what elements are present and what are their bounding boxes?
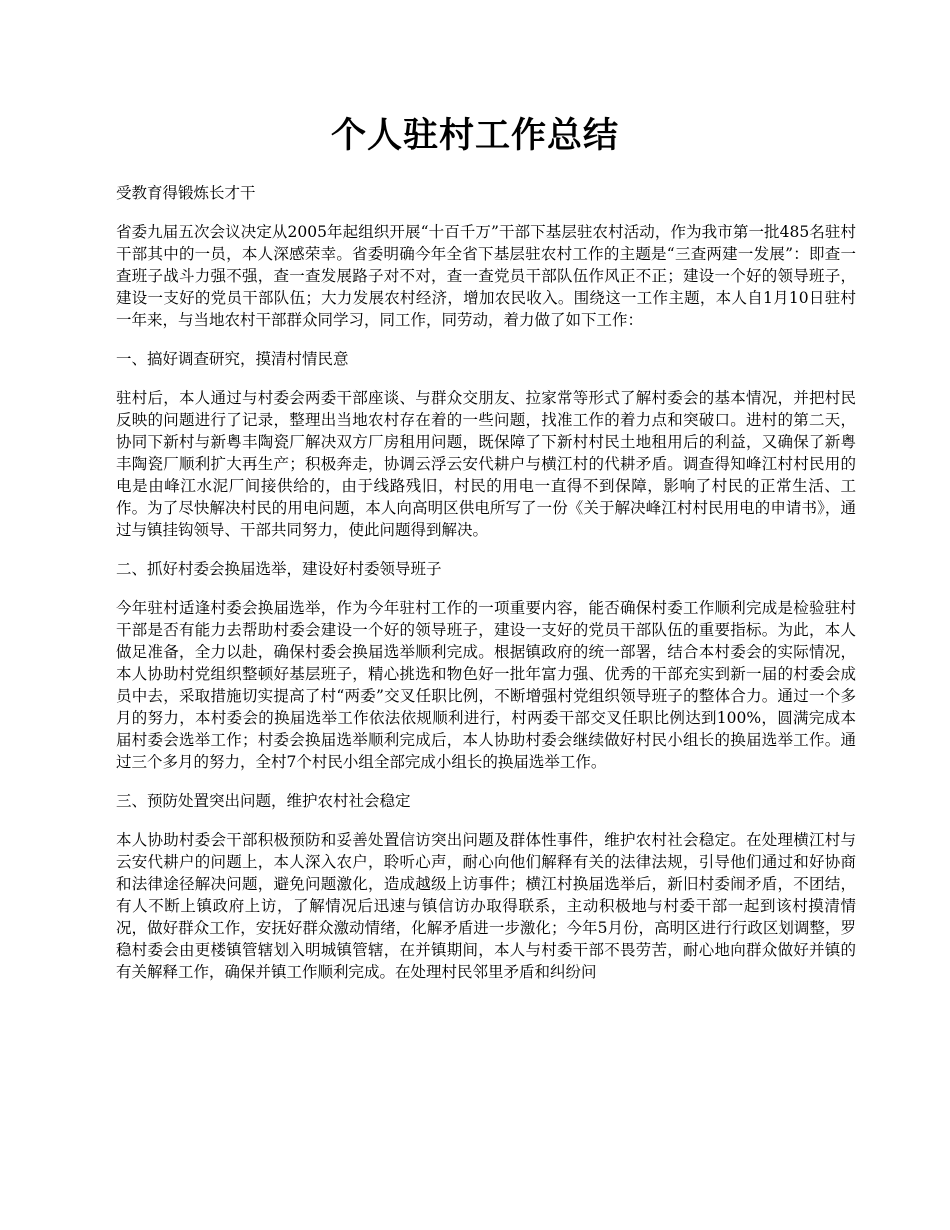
intro-paragraph: 省委九届五次会议决定从2005年起组织开展“十百千万”干部下基层驻农村活动，作为我市第一批485名驻村干部其中的一员，本人深感荣幸。省委明确今年全省下基层驻农村工作的主题是“三查两建一发展”：即查一查班子战斗力强不强，查一查发展路子对不对，查一查党员干部队伍作风正不正；建设一个好的领导班子，建设一支好的党员干部队伍；大力发展农村经济，增加农民收入。围绕这一工作主题，本人自1月10日驻村一年来，与当地农村干部群众同学习，同工作，同劳动，着力做了如下工作：: [116, 223, 856, 329]
section-paragraph-2: 今年驻村适逢村委会换届选举，作为今年驻村工作的一项重要内容，能否确保村委工作顺利完成是检验驻村干部是否有能力去帮助村委会建设一个好的领导班子，建设一支好的党员干部队伍的重要指标。为此，本人做足准备，全力以赴，确保村委会换届选举顺利完成。根据镇政府的统一部署，结合本村委会的实际情况，本人协助村党组织整顿好基层班子，精心挑选和物色好一批年富力强、优秀的干部充实到新一届的村委会成员中去，采取措施切实提高了村“两委”交叉任职比例，不断增强村党组织领导班子的整体合力。通过一个多月的努力，本村委会的换届选举工作依法依规顺利进行，村两委干部交叉任职比例达到100%，圆满完成本届村委会选举工作；村委会换届选举顺利完成后，本人协助村委会继续做好村民小组长的换届选举工作。通过三个多月的努力，全村7个村民小组全部完成小组长的换届选举工作。: [116, 599, 856, 771]
section-paragraph-1: 驻村后，本人通过与村委会两委干部座谈、与群众交朋友、拉家常等形式了解村委会的基本情况，并把村民反映的问题进行了记录，整理出当地农村存在着的一些问题，找准工作的着力点和突破口。进村的第二天，协同下新村与新粤丰陶瓷厂解决双方厂房租用问题，既保障了下新村村民土地租用后的利益，又确保了新粤丰陶瓷厂顺利扩大再生产；积极奔走，协调云浮云安代耕户与横江村的代耕矛盾。调查得知峰江村村民用的电是由峰江水泥厂间接供给的，由于线路残旧，村民的用电一直得不到保障，影响了村民的正常生活、工作。为了尽快解决村民的用电问题，本人向高明区供电所写了一份《关于解决峰江村村民用电的申请书》，通过与镇挂钩领导、干部共同努力，使此问题得到解决。: [116, 389, 856, 539]
section-paragraph-3: 本人协助村委会干部积极预防和妥善处置信访突出问题及群体性事件，维护农村社会稳定。在处理横江村与云安代耕户的问题上，本人深入农户，聆听心声，耐心向他们解释有关的法律法规，引导他们通过和好协商和法律途径解决问题，避免问题激化，造成越级上访事件；横江村换届选举后，新旧村委闹矛盾，不团结，有人不断上镇政府上访，了解情况后迅速与镇信访办取得联系，主动积极地与村委干部一起到该村摸清情况，做好群众工作，安抚好群众激动情绪，化解矛盾进一步激化；今年5月份，高明区进行行政区划调整，罗稳村委会由更楼镇管辖划入明城镇管辖，在并镇期间，本人与村委干部不畏劳苦，耐心地向群众做好并镇的有关解释工作，确保并镇工作顺利完成。在处理村民邻里矛盾和纠纷问: [116, 831, 856, 981]
document-subtitle: 受教育得锻炼长才干: [116, 184, 256, 202]
document-title: 个人驻村工作总结: [330, 115, 619, 156]
section-heading-2: 二、抓好村委会换届选举，建设好村委领导班子: [116, 560, 442, 578]
document-body: [116, 182, 856, 1000]
section-heading-3: 三、预防处置突出问题，维护农村社会稳定: [116, 792, 411, 810]
section-heading-1: 一、搞好调查研究，摸清村情民意: [116, 350, 349, 368]
